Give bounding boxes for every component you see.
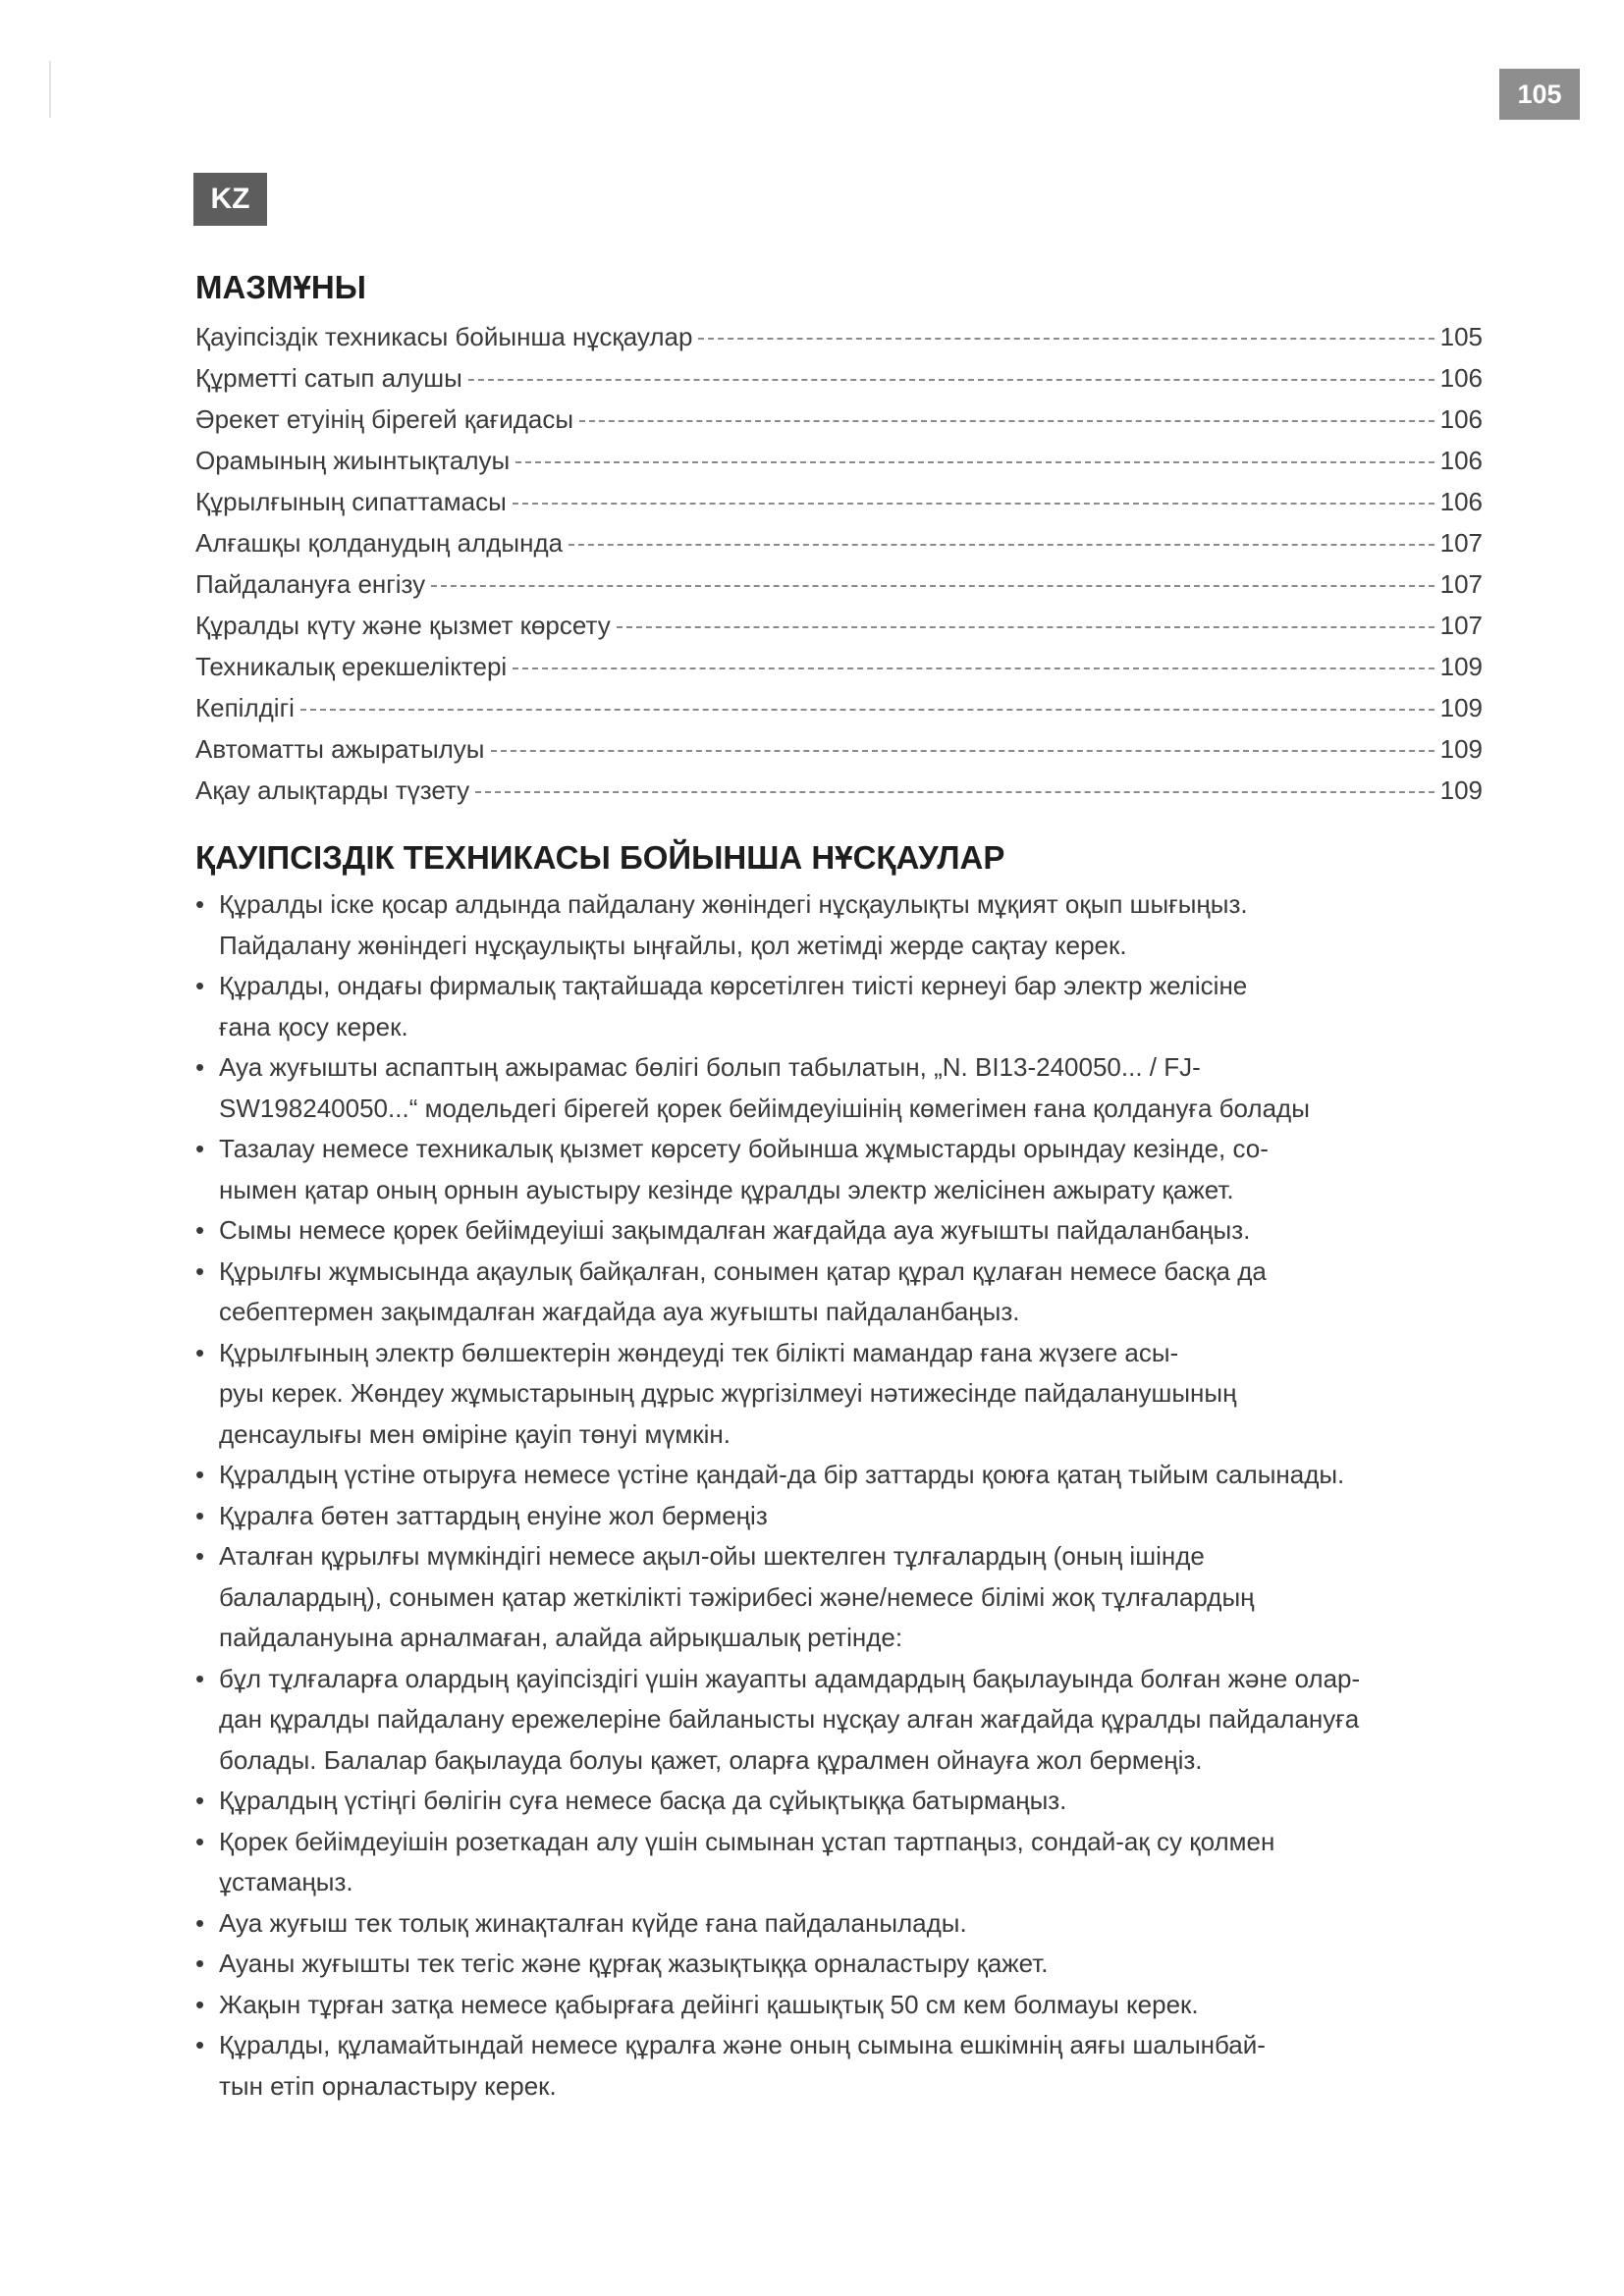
toc-entry-page: 109	[1439, 692, 1483, 722]
toc-entry-label: Автоматты ажыратылуы	[195, 733, 485, 764]
toc-entry[interactable]	[195, 522, 1483, 563]
toc-entry[interactable]	[195, 440, 1483, 481]
toc-entry-label: Кепілдігі	[195, 692, 295, 722]
toc-leader	[300, 709, 1435, 711]
safety-item	[195, 1985, 1491, 2026]
toc-leader	[568, 544, 1435, 546]
toc-entry-page: 106	[1439, 445, 1483, 475]
toc-entry-label: Пайдалануға енгізу	[195, 568, 426, 599]
safety-item-line: • Құралды, ондағы фирмалық тақтайшада көрсетілген тиісті кернеуі бар электр желісіне	[219, 971, 1248, 1000]
page-number-badge: 105	[1499, 69, 1580, 120]
safety-item-line: нымен қатар оның орнын ауыстыру кезінде құралды электр желісінен ажырату қажет.	[219, 1174, 1234, 1204]
safety-item	[195, 1903, 1491, 1945]
toc-entry-page: 107	[1439, 610, 1483, 640]
toc-entry-label: Ақау алықтарды түзету	[195, 774, 470, 805]
safety-item-line: • Құрылғының электр бөлшектерін жөндеуді тек білікті мамандар ғана жүзеге асы-	[219, 1337, 1179, 1367]
safety-item-line: болады. Балалар бақылауда болуы қажет, оларға құралмен ойнауға жол бермеңіз.	[219, 1744, 1203, 1775]
safety-item-line: денсаулығы мен өміріне қауіп төнуі мүмкін.	[219, 1418, 731, 1449]
safety-item-line: • Қорек бейімдеуішін розеткадан алу үшін сымынан ұстап тартпаңыз, сондай-ақ су қолмен	[219, 1826, 1275, 1856]
safety-item	[195, 1210, 1491, 1252]
safety-item	[195, 2025, 1491, 2107]
toc-entry[interactable]	[195, 357, 1483, 399]
toc-entry[interactable]	[195, 399, 1483, 440]
toc-entry[interactable]	[195, 728, 1483, 770]
toc-leader	[468, 379, 1435, 381]
safety-item	[195, 1252, 1491, 1333]
safety-item-line: ғана қосу керек.	[219, 1011, 408, 1041]
toc-entry-page: 105	[1439, 321, 1483, 351]
safety-item-line: ұстамаңыз.	[219, 1867, 353, 1896]
safety-item	[195, 1496, 1491, 1537]
safety-item-line: дан құралды пайдалану ережелеріне байланысты нұсқау алған жағдайда құралды пайдалануға	[219, 1704, 1360, 1734]
toc-entry-page: 109	[1439, 651, 1483, 681]
safety-item	[195, 1944, 1491, 1985]
toc-entry[interactable]	[195, 646, 1483, 687]
safety-item	[195, 1455, 1491, 1496]
toc-entry-label: Әрекет етуінің бірегей қағидасы	[195, 403, 574, 434]
safety-item-line: • Ауаны жуғышты тек тегіс және құрғақ жазықтыққа орналастыру қажет.	[219, 1949, 1049, 1978]
safety-item	[195, 1047, 1491, 1129]
toc-leader	[475, 791, 1434, 793]
toc-entry-label: Құрметті сатып алушы	[195, 362, 462, 393]
safety-item	[195, 1129, 1491, 1210]
safety-instructions-list	[195, 884, 1491, 2107]
toc-entry-page: 106	[1439, 362, 1483, 393]
safety-heading: ҚАУІПСІЗДІК ТЕХНИКАСЫ БОЙЫНША НҰСҚАУЛАР	[195, 839, 1005, 876]
safety-item-line: • Сымы немесе қорек бейімдеуіші зақымдалған жағдайда ауа жуғышты пайдаланбаңыз.	[219, 1215, 1251, 1245]
safety-item	[195, 884, 1491, 966]
toc-leader	[513, 503, 1435, 505]
table-of-contents	[195, 316, 1483, 811]
safety-item	[195, 1536, 1491, 1659]
safety-item-line: себептермен зақымдалған жағдайда ауа жуғышты пайдаланбаңыз.	[219, 1297, 1020, 1326]
toc-entry-label: Құрылғының сипаттамасы	[195, 486, 507, 516]
toc-entry[interactable]	[195, 563, 1483, 605]
safety-item-line: балалардың), сонымен қатар жеткілікті тәжірибесі және/немесе білімі жоқ тұлғалардың	[219, 1581, 1255, 1612]
safety-item-line: • Құрылғы жұмысында ақаулық байқалған, сонымен қатар құрал құлаған немесе басқа да	[219, 1255, 1267, 1286]
toc-entry[interactable]	[195, 605, 1483, 646]
toc-entry[interactable]	[195, 481, 1483, 522]
toc-leader	[491, 750, 1435, 752]
toc-entry-page: 106	[1439, 486, 1483, 516]
safety-item-line: пайдалануына арналмаған, алайда айрықшалық ретінде:	[219, 1623, 903, 1652]
safety-item-line: • бұл тұлғаларға олардың қауіпсіздігі үшін жауапты адамдардың бақылауында болған және олар-	[219, 1663, 1361, 1693]
toc-entry-label: Алғашқы қолданудың алдында	[195, 527, 564, 558]
safety-item-line: • Құралды іске қосар алдында пайдалану жөніндегі нұсқаулықты мұқият оқып шығыңыз.	[219, 889, 1248, 919]
toc-entry-page: 109	[1439, 774, 1483, 805]
contents-heading: МАЗМҰНЫ	[195, 269, 366, 305]
toc-entry-page: 106	[1439, 403, 1483, 434]
toc-leader	[513, 667, 1434, 669]
safety-item-line: • Аталған құрылғы мүмкіндігі немесе ақыл-ойы шектелген тұлғалардың (оның ішінде	[219, 1541, 1205, 1571]
safety-item	[195, 1822, 1491, 1903]
toc-entry-page: 107	[1439, 527, 1483, 558]
toc-entry[interactable]	[195, 770, 1483, 811]
toc-entry-page: 109	[1439, 733, 1483, 764]
safety-item	[195, 966, 1491, 1047]
toc-entry-page: 107	[1439, 568, 1483, 599]
safety-item-line: SW198240050...“ модельдегі бірегей қорек бейімдеуішінің көмегімен ғана қолдануға болады	[219, 1093, 1310, 1123]
safety-item-line: руы керек. Жөндеу жұмыстарының дұрыс жүргізілмеуі нәтижесінде пайдаланушының	[219, 1378, 1237, 1408]
safety-item-line: • Құралдың үстіңгі бөлігін суға немесе басқа да сұйықтыққа батырмаңыз.	[219, 1786, 1067, 1815]
safety-item-line: • Жақын тұрған затқа немесе қабырғаға дейінгі қашықтық 50 см кем болмауы керек.	[219, 1989, 1199, 2019]
safety-item-line: • Құралдың үстіне отыруға немесе үстіне қандай-да бір заттарды қоюға қатаң тыйым салынады.	[219, 1460, 1345, 1489]
page-edge-line	[49, 61, 51, 118]
safety-item-line: тын етіп орналастыру керек.	[219, 2070, 557, 2101]
toc-entry-label: Құралды күту және қызмет көрсету	[195, 610, 611, 640]
safety-item	[195, 1781, 1491, 1822]
safety-item	[195, 1659, 1491, 1782]
toc-entry-label: Орамының жиынтықталуы	[195, 445, 511, 475]
toc-entry-label: Техникалық ерекшеліктері	[195, 651, 508, 681]
toc-leader	[515, 461, 1434, 463]
safety-item-line: • Құралды, құламайтындай немесе құралға және оның сымына ешкімнің аяғы шалынбай-	[219, 2030, 1266, 2059]
toc-leader	[698, 338, 1434, 340]
toc-leader	[431, 585, 1434, 587]
safety-item-line: • Ауа жуғыш тек толық жинақталған күйде ғана пайдаланылады.	[219, 1907, 967, 1938]
toc-leader	[579, 420, 1435, 422]
toc-entry-label: Қауіпсіздік техникасы бойынша нұсқаулар	[195, 321, 693, 351]
toc-leader	[617, 626, 1435, 628]
safety-item-line: • Ауа жуғышты аспаптың ажырамас бөлігі болып табылатын, „N. BI13-240050... / FJ-	[219, 1052, 1201, 1082]
toc-entry[interactable]	[195, 687, 1483, 728]
safety-item-line: • Құралға бөтен заттардың енуіне жол бермеңіз	[219, 1500, 768, 1530]
safety-item-line: • Тазалау немесе техникалық қызмет көрсету бойынша жұмыстарды орындау кезінде, со-	[219, 1134, 1269, 1163]
safety-item	[195, 1333, 1491, 1456]
toc-entry[interactable]	[195, 316, 1483, 357]
language-badge: KZ	[193, 173, 267, 226]
safety-item-line: Пайдалану жөніндегі нұсқаулықты ыңғайлы, қол жетімді жерде сақтау керек.	[219, 930, 1127, 960]
